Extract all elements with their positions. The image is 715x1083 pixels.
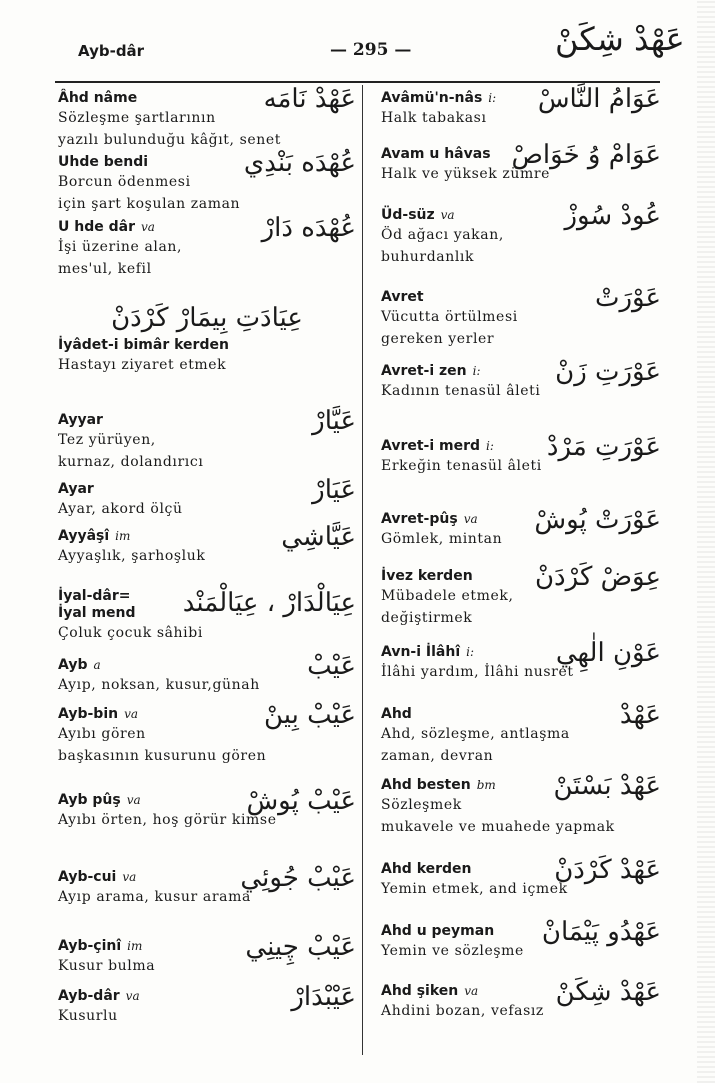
grammar-abbreviation: va bbox=[140, 220, 155, 234]
definition-line: Erkeğin tenasül âleti bbox=[381, 458, 542, 474]
column-divider bbox=[362, 85, 363, 1055]
definition-line: zaman, devran bbox=[381, 748, 494, 764]
arabic-script: عَهْدْ بَسْتَنْ bbox=[553, 771, 661, 801]
dictionary-entry bbox=[381, 855, 661, 900]
dictionary-entry bbox=[58, 148, 356, 215]
arabic-script: عُهْدَه دَارْ bbox=[261, 213, 356, 243]
definition-line: İşi üzerine alan, bbox=[58, 239, 183, 255]
arabic-script: عَوَامُ النَّاسْ bbox=[537, 84, 661, 114]
arabic-script: عِيَالْدَارْ ، عِيَالْمَنْد bbox=[182, 588, 356, 618]
arabic-script: عَهْدْ شِكَنْ bbox=[555, 977, 661, 1007]
headword-text: Ayb pûş bbox=[58, 792, 121, 808]
headword-text: Avâmü'n-nâs bbox=[381, 90, 483, 106]
definition-line: Ayyaşlık, şarhoşluk bbox=[58, 548, 206, 564]
dictionary-entry bbox=[381, 638, 661, 683]
headword-text: Ayyar bbox=[58, 412, 103, 428]
arabic-script: عَيَّارْ bbox=[312, 406, 356, 436]
headword-text: İvez kerden bbox=[381, 568, 473, 584]
definition-line: değiştirmek bbox=[381, 610, 473, 626]
page-number: — 295 — bbox=[330, 40, 412, 60]
dictionary-entry bbox=[58, 932, 356, 977]
headword-text: U hde dâr bbox=[58, 219, 135, 235]
dictionary-entry bbox=[58, 213, 356, 280]
definition-line: yazılı bulunduğu kâğıt, senet bbox=[58, 132, 282, 148]
headword-variant: İyal mend bbox=[58, 605, 136, 621]
grammar-abbreviation: va bbox=[464, 984, 479, 998]
definition-line: Mübadele etmek, bbox=[381, 588, 514, 604]
arabic-script: عَوْرَتِ مَرْدْ bbox=[546, 432, 661, 462]
definition-line: Sözleşmek bbox=[381, 797, 462, 813]
dictionary-entry bbox=[381, 700, 661, 767]
definition-line: Ayıbı gören bbox=[58, 726, 146, 742]
dictionary-entry bbox=[58, 588, 356, 644]
dictionary-entry bbox=[381, 917, 661, 962]
arabic-script: عُهْدَه بَنْدِي bbox=[243, 148, 356, 178]
grammar-abbreviation: a bbox=[93, 658, 101, 672]
definition-line: Hastayı ziyaret etmek bbox=[58, 357, 227, 373]
definition-line: Vücutta örtülmesi bbox=[381, 309, 518, 325]
definition-line: Kusurlu bbox=[58, 1008, 118, 1024]
headword-text: Ahd u peyman bbox=[381, 923, 495, 939]
definition-line: Halk ve yüksek zümre bbox=[381, 166, 551, 182]
grammar-abbreviation: i: bbox=[488, 91, 497, 105]
dictionary-entry bbox=[58, 700, 356, 767]
arabic-script: عَهْدْ كَرْدَنْ bbox=[554, 855, 661, 885]
grammar-abbreviation: i: bbox=[472, 364, 481, 378]
definition-line: Kadının tenasül âleti bbox=[381, 383, 541, 399]
arabic-script: عَيْبْ بِينْ bbox=[263, 700, 356, 730]
headword bbox=[58, 337, 356, 354]
dictionary-entry bbox=[58, 786, 356, 831]
headword-text: Âhd nâme bbox=[58, 90, 138, 106]
arabic-script: عَوْرَتْ bbox=[595, 283, 661, 313]
arabic-script: عَهْدُو پَيْمَانْ bbox=[541, 917, 661, 947]
grammar-abbreviation: im bbox=[127, 939, 143, 953]
headword-text: Ahd besten bbox=[381, 777, 471, 793]
headword-text: Avn-i İlâhî bbox=[381, 644, 461, 660]
arabic-script: عَيَّاشِي bbox=[281, 522, 356, 552]
arabic-script: عَهْدْ نَامَه bbox=[263, 84, 356, 114]
arabic-script: عِيَادَتِ بِيمَارْ كَرْدَنْ bbox=[111, 303, 303, 333]
definition-line: Yemin etmek, and içmek bbox=[381, 881, 568, 897]
definition-line: kurnaz, dolandırıcı bbox=[58, 454, 204, 470]
dictionary-entry bbox=[381, 357, 661, 402]
grammar-abbreviation: im bbox=[115, 529, 131, 543]
grammar-abbreviation: bm bbox=[476, 778, 496, 792]
headword-text: Avret-i merd bbox=[381, 438, 481, 454]
grammar-abbreviation: va bbox=[463, 512, 478, 526]
headword-text: Ayar bbox=[58, 481, 94, 497]
arabic-script: عَيْبْدَارْ bbox=[291, 982, 356, 1012]
arabic-script: عَهْدْ bbox=[619, 700, 661, 730]
dictionary-entry bbox=[58, 406, 356, 473]
arabic-script: عَيْبْ bbox=[307, 651, 356, 681]
headword-text: Ahd bbox=[381, 706, 412, 722]
definition-line: buhurdanlık bbox=[381, 249, 475, 265]
arabic-script: عَوْنِ الٰهِي bbox=[555, 638, 661, 668]
dictionary-entry bbox=[381, 771, 661, 838]
arabic-script: عُودْ سُوزْ bbox=[564, 201, 661, 231]
grammar-abbreviation: va bbox=[440, 208, 455, 222]
headword-text: Avret-pûş bbox=[381, 511, 458, 527]
arabic-script: عَيْبْ چِينِي bbox=[245, 932, 356, 962]
page-header bbox=[0, 0, 715, 80]
definition-line: mes'ul, kefil bbox=[58, 261, 152, 277]
dictionary-entry bbox=[381, 977, 661, 1022]
dictionary-entry bbox=[58, 982, 356, 1027]
definition-line: mukavele ve muahede yapmak bbox=[381, 819, 615, 835]
dictionary-entry bbox=[381, 562, 661, 629]
definition-line: Halk tabakası bbox=[381, 110, 487, 126]
headword-text: Ayb-cui bbox=[58, 869, 117, 885]
arabic-script: عَوْرَتِ زَنْ bbox=[555, 357, 661, 387]
headword-text: Ayb-bin bbox=[58, 706, 119, 722]
definition-line: Ayıp, noksan, kusur,günah bbox=[58, 677, 260, 693]
headword-text: Üd-süz bbox=[381, 207, 435, 223]
grammar-abbreviation: i: bbox=[466, 645, 475, 659]
headword-text: Ayb-çinî bbox=[58, 938, 122, 954]
grammar-abbreviation: va bbox=[124, 707, 139, 721]
headword-text: Ayb bbox=[58, 657, 88, 673]
definition-line: Sözleşme şartlarının bbox=[58, 110, 216, 126]
headword-text: Avret-i zen bbox=[381, 363, 467, 379]
dictionary-entry bbox=[58, 303, 356, 376]
dictionary-entry bbox=[381, 283, 661, 350]
dictionary-entry bbox=[58, 522, 356, 567]
headword-text: Uhde bendi bbox=[58, 154, 149, 170]
definition-line: Ayıp arama, kusur arama bbox=[58, 889, 251, 905]
grammar-abbreviation: va bbox=[122, 870, 137, 884]
definition-line: Tez yürüyen, bbox=[58, 432, 156, 448]
dictionary-entry bbox=[58, 651, 356, 696]
header-rule bbox=[55, 81, 660, 83]
grammar-abbreviation: va bbox=[126, 793, 141, 807]
scan-edge-texture bbox=[697, 0, 715, 1083]
definition-line: Kusur bulma bbox=[58, 958, 156, 974]
definition-line: Ahd, sözleşme, antlaşma bbox=[381, 726, 570, 742]
definition-line: Ahdini bozan, vefasız bbox=[381, 1003, 544, 1019]
dictionary-entry bbox=[381, 201, 661, 268]
definition-line: gereken yerler bbox=[381, 331, 495, 347]
running-head-arabic: عَهْدْ شِكَنْ bbox=[555, 20, 685, 58]
definition-line: Borcun ödenmesi bbox=[58, 174, 191, 190]
headword-text: İyâdet-i bimâr kerden bbox=[58, 337, 229, 353]
headword-text: Ahd kerden bbox=[381, 861, 472, 877]
dictionary-entry bbox=[381, 84, 661, 129]
definition-line: için şart koşulan zaman bbox=[58, 196, 241, 212]
arabic-script: عَيْبْ پُوشْ bbox=[246, 786, 356, 816]
grammar-abbreviation: i: bbox=[486, 439, 494, 453]
arabic-script: عَيَارْ bbox=[312, 475, 356, 505]
running-head-left: Ayb-dâr bbox=[78, 42, 145, 60]
headword-text: İyal-dâr= bbox=[58, 588, 131, 604]
headword-text: Ayb-dâr bbox=[58, 988, 120, 1004]
arabic-script: عِوَضْ كَرْدَنْ bbox=[534, 562, 661, 592]
headword-text: Avam u hâvas bbox=[381, 146, 491, 162]
grammar-abbreviation: va bbox=[125, 989, 140, 1003]
headword-text: Avret bbox=[381, 289, 424, 305]
dictionary-entry bbox=[381, 140, 661, 185]
definition-line: Ayıbı örten, hoş görür kimse bbox=[58, 812, 277, 828]
headword-text: Ahd şiken bbox=[381, 983, 459, 999]
dictionary-entry bbox=[381, 432, 661, 477]
definition-line: Öd ağacı yakan, bbox=[381, 227, 504, 243]
arabic-script: عَوْرَتْ پُوشْ bbox=[534, 505, 661, 535]
definition-line: Gömlek, mintan bbox=[381, 531, 503, 547]
definition-line: Çoluk çocuk sâhibi bbox=[58, 625, 203, 641]
dictionary-entry bbox=[58, 475, 356, 520]
headword-text: Ayyâşî bbox=[58, 528, 110, 544]
definition-line: Ayar, akord ölçü bbox=[58, 501, 183, 517]
definition-line: başkasının kusurunu gören bbox=[58, 748, 267, 764]
dictionary-entry bbox=[58, 84, 356, 151]
dictionary-entry bbox=[58, 863, 356, 908]
dictionary-entry bbox=[381, 505, 661, 550]
arabic-script: عَوَامْ وُ خَوَاصْ bbox=[511, 140, 661, 170]
definition-line: İlâhi yardım, İlâhi nusret bbox=[381, 664, 574, 680]
arabic-script: عَيْبْ جُوئِي bbox=[240, 863, 356, 893]
definition-line: Yemin ve sözleşme bbox=[381, 943, 524, 959]
